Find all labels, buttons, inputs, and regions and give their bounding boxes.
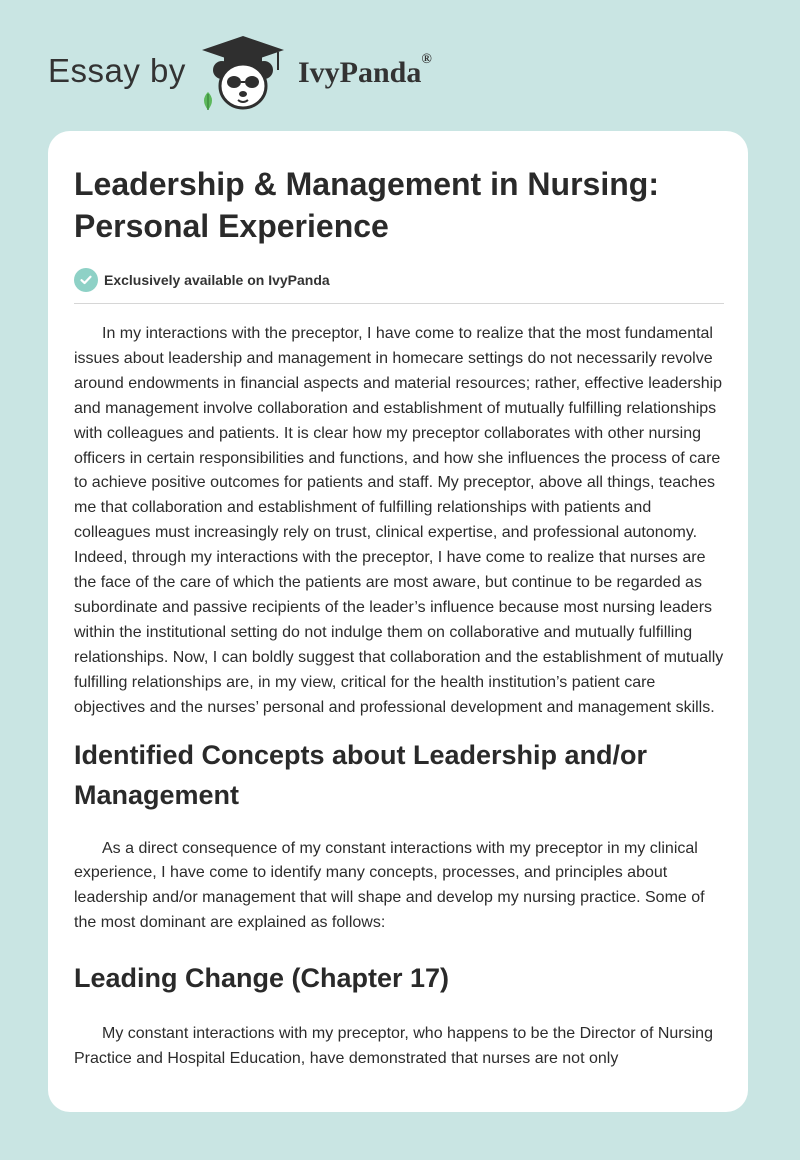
brand-name[interactable] (298, 52, 432, 90)
exclusive-badge (74, 267, 724, 293)
site-header (48, 34, 648, 114)
check-icon (74, 268, 98, 292)
section-heading-concepts: Identified Concepts about Leadership and/or Management (74, 739, 648, 810)
essay-card (48, 131, 748, 1112)
page-title: Leadership & Management in Nursing: Personal Experience (74, 166, 659, 244)
panda-logo-icon[interactable] (198, 34, 288, 114)
brand-text: IvyPanda (298, 56, 422, 89)
paragraph-concepts: As a direct consequence of my constant interactions with my preceptor in my clinical experience, I have come to identify many concepts, processes, and principles about leadership and/or management that will shape and develop my nursing practice. Some of the most dominant are explained as follows: (74, 839, 705, 932)
paragraph-intro: In my interactions with the preceptor, I have come to realize that the most fundamental issues about leadership and management in homecare settings do not necessarily revolve around endowments in financial aspects and material resources; rather, effective leadership and management involve collaboration and establishment of mutually fulfilling relationships with colleagues and patients. It is clear how my preceptor collaborates with other nursing officers in certain responsibilities and functions, and how she influences the process of care to achieve positive outcomes for patients and staff. My preceptor, above all things, teaches me that collaboration and establishment of fulfilling relationships with patients and colleagues must increasingly rely on trust, clinical expertise, and professional autonomy. Indeed, through my interactions with the preceptor, I have come to realize that nurses are the face of the care of which the patients are most aware, but continue to be regarded as subordinate and passive recipients of the leader’s influence because most nursing leaders within the institutional setting do not indulge them on collaborative and mutually fulfilling relationships. Now, I can boldly suggest that collaboration and the establishment of mutually fulfilling relationships are, in my view, critical for the health institution’s patient care objectives and the nurses’ personal and professional development and management skills. (74, 325, 724, 716)
essay-content (74, 163, 724, 1072)
essay-by-label: Essay by (48, 52, 186, 89)
section-heading-leading-change: Leading Change (Chapter 17) (74, 963, 450, 994)
divider (74, 303, 724, 304)
paragraph-leading-change: My constant interactions with my preceptor, who happens to be the Director of Nursing Practice and Hospital Education, have demonstrated that nurses are not only (74, 1025, 713, 1068)
registered-mark: ® (421, 52, 432, 67)
exclusive-badge-label: Exclusively available on IvyPanda (104, 272, 330, 288)
